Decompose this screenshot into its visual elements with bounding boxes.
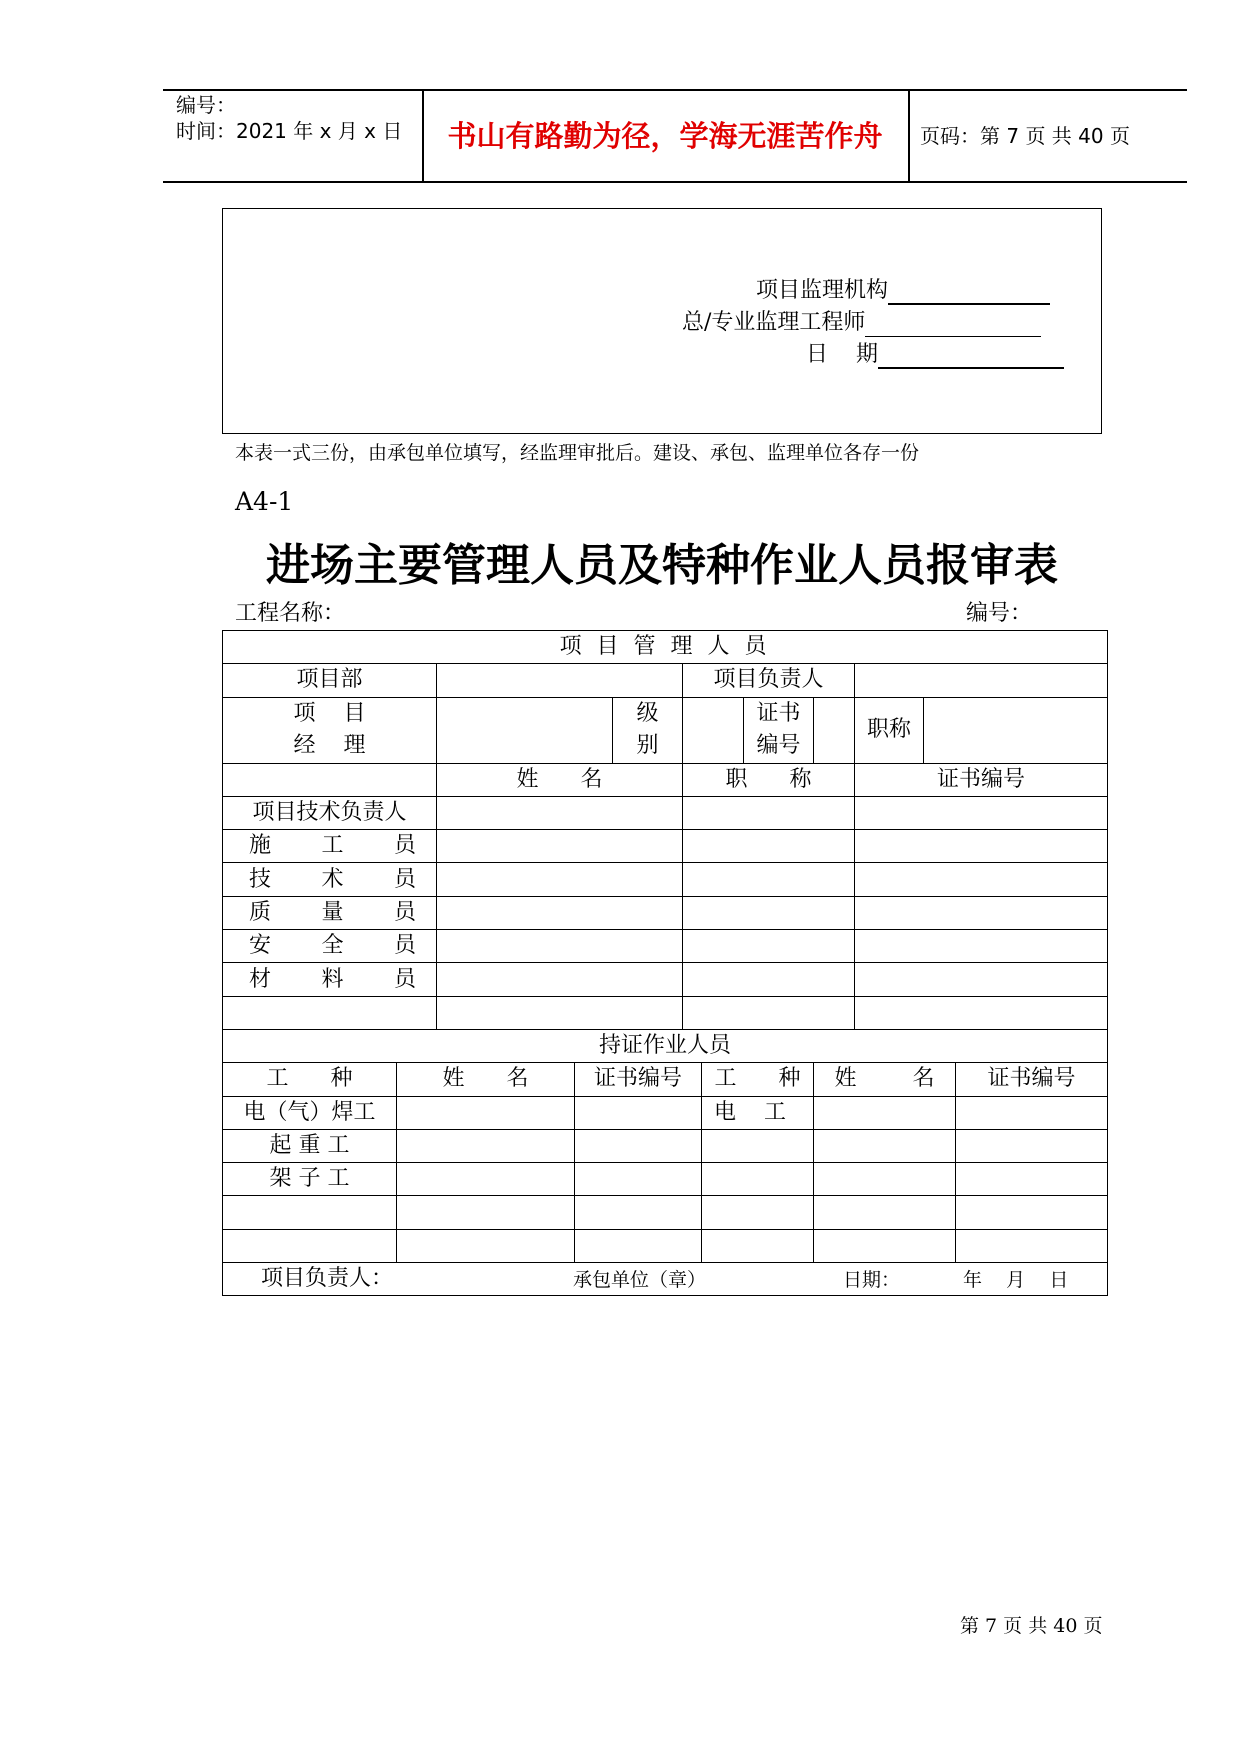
trade-label: 架 子 工 [223,1163,397,1196]
col-header-cert2: 证书编号 [575,1063,702,1096]
header-divider-right [908,89,910,182]
trade-name-cell-right[interactable] [814,1096,956,1129]
role-label: 技术员 [223,863,437,896]
role-name-cell[interactable] [437,930,683,963]
role-cert-cell[interactable] [855,896,1108,929]
col-header-cert: 证书编号 [855,763,1108,796]
role-cert-cell[interactable] [855,863,1108,896]
header-blank-cell [223,763,437,796]
sign-org-line[interactable] [888,279,1050,305]
table-row [223,963,1108,996]
trade-cert-cell[interactable] [575,1163,702,1196]
col-header-title: 职 称 [683,763,855,796]
sign-engineer-label: 总/专业监理工程师 [682,310,866,335]
table-row [223,1163,1108,1196]
footer-leader-label: 项目负责人： [261,1266,394,1292]
role-label: 质量员 [223,896,437,929]
sign-org-row [756,277,1050,305]
grade-label-line1: 级 [636,701,659,727]
role-title-cell[interactable] [683,796,855,829]
table-row [223,930,1108,963]
col-header-name: 姓 名 [437,763,683,796]
sign-date-line[interactable] [878,343,1064,369]
cert-label-line1: 证书 [756,701,801,727]
role-cert-cell[interactable] [855,996,1108,1029]
trade-label: 起 重 工 [223,1129,397,1162]
table-row [223,697,1108,763]
code-label: 编号： [966,601,1033,626]
col-header-name2: 姓 名 [397,1063,575,1096]
table-footer-row [223,1263,1108,1296]
role-name-cell[interactable] [437,896,683,929]
trade-cert-cell[interactable] [575,1229,702,1262]
dept-label: 项目部 [223,664,437,697]
footer-ymd-label: 年 月 日 [963,1269,1069,1292]
project-name-label: 工程名称： [235,601,346,626]
role-label: 安全员 [223,930,437,963]
section-management-title: 项 目 管 理 人 员 [223,631,1108,664]
header-number-label: 编号： [176,93,236,117]
trade-name-cell[interactable] [397,1129,575,1162]
table-row [223,1096,1108,1129]
role-name-cell[interactable] [437,830,683,863]
role-title-cell[interactable] [683,896,855,929]
trade-label-right-blank[interactable] [702,1129,814,1162]
role-label: 项目技术负责人 [223,796,437,829]
trade-cert-cell-right[interactable] [956,1096,1108,1129]
table-row [223,1129,1108,1162]
role-name-cell[interactable] [437,796,683,829]
table-row [223,863,1108,896]
trade-label: 电（气）焊工 [223,1096,397,1129]
col-header-trade-right: 工 种 [702,1063,814,1096]
trade-cert-cell[interactable] [575,1196,702,1229]
cert-label-line2: 编号 [756,733,801,759]
sign-date-label: 日 期 [806,342,878,367]
role-cert-cell[interactable] [855,830,1108,863]
trade-name-cell[interactable] [397,1229,575,1262]
footer-date-label: 日期： [843,1269,901,1292]
dept-value[interactable] [437,664,683,697]
table-footer-cell [223,1263,1108,1296]
col-header-name-right: 姓 名 [814,1063,956,1096]
trade-cert-cell-right[interactable] [956,1129,1108,1162]
table-row [223,1029,1108,1062]
title-value[interactable] [924,697,1108,763]
role-title-cell[interactable] [683,830,855,863]
trade-label-right-blank[interactable] [702,1229,814,1262]
trade-cert-cell-right[interactable] [956,1229,1108,1262]
header-motto: 书山有路勤为径，学海无涯苦作舟 [447,119,883,153]
pm-label-line2: 经 理 [293,733,366,759]
grade-label [613,697,683,763]
trade-label-right: 电 工 [702,1096,814,1129]
col-header-cert-right: 证书编号 [956,1063,1108,1096]
footer-unit-label: 承包单位（章） [573,1269,707,1292]
trade-cert-cell-right[interactable] [956,1163,1108,1196]
trade-name-cell-right[interactable] [814,1229,956,1262]
form-number: A4-1 [235,487,294,516]
role-cert-cell[interactable] [855,796,1108,829]
table-row [223,896,1108,929]
header-top-rule [163,89,1187,91]
trade-label-right-blank[interactable] [702,1196,814,1229]
header-time-label: 时间：2021 年 x 月 x 日 [176,119,403,143]
table-row [223,796,1108,829]
table-row [223,830,1108,863]
table-row [223,631,1108,664]
trade-cert-cell[interactable] [575,1129,702,1162]
trade-name-cell[interactable] [397,1163,575,1196]
role-title-cell[interactable] [683,996,855,1029]
role-label: 材料员 [223,963,437,996]
table-row [223,1229,1108,1262]
role-cert-cell[interactable] [855,963,1108,996]
col-header-trade: 工 种 [223,1063,397,1096]
leader-value[interactable] [855,664,1108,697]
header-bottom-rule [163,181,1187,183]
grade-value[interactable] [683,697,744,763]
title-label: 职称 [855,697,924,763]
cert-value[interactable] [814,697,855,763]
role-cert-cell[interactable] [855,930,1108,963]
section-certified-title: 持证作业人员 [223,1029,1108,1062]
table-row [223,996,1108,1029]
grade-label-line2: 别 [636,733,659,759]
trade-label-right-blank[interactable] [702,1163,814,1196]
sign-org-label: 项目监理机构 [756,278,889,303]
role-title-cell[interactable] [683,863,855,896]
page-footer: 第 7 页 共 40 页 [960,1615,1103,1637]
trade-cert-cell[interactable] [575,1096,702,1129]
table-row [223,1196,1108,1229]
sign-date-row [806,341,1064,369]
header-page-info: 页码：第 7 页 共 40 页 [920,124,1130,148]
sign-engineer-row [682,309,1041,337]
sign-engineer-line[interactable] [865,312,1041,337]
role-label: 施工员 [223,830,437,863]
role-title-cell[interactable] [683,963,855,996]
trade-name-cell-right[interactable] [814,1196,956,1229]
trade-cert-cell-right[interactable] [956,1196,1108,1229]
trade-label-blank[interactable] [223,1196,397,1229]
role-name-cell[interactable] [437,996,683,1029]
pm-label-line1: 项 目 [293,701,366,727]
role-label-blank[interactable] [223,996,437,1029]
form-note: 本表一式三份，由承包单位填写，经监理审批后。建设、承包、监理单位各存一份 [235,442,920,464]
trade-name-cell-right[interactable] [814,1163,956,1196]
trade-name-cell[interactable] [397,1196,575,1229]
pm-value[interactable] [437,697,613,763]
leader-label: 项目负责人 [683,664,855,697]
trade-label-blank[interactable] [223,1229,397,1262]
cert-label [744,697,814,763]
trade-name-cell-right[interactable] [814,1129,956,1162]
table-row [223,1063,1108,1096]
table-row [223,664,1108,697]
personnel-table [222,630,1108,1296]
page-title: 进场主要管理人员及特种作业人员报审表 [266,540,1058,591]
pm-label [223,697,437,763]
role-title-cell[interactable] [683,930,855,963]
role-name-cell[interactable] [437,963,683,996]
role-name-cell[interactable] [437,863,683,896]
table-row [223,763,1108,796]
trade-name-cell[interactable] [397,1096,575,1129]
